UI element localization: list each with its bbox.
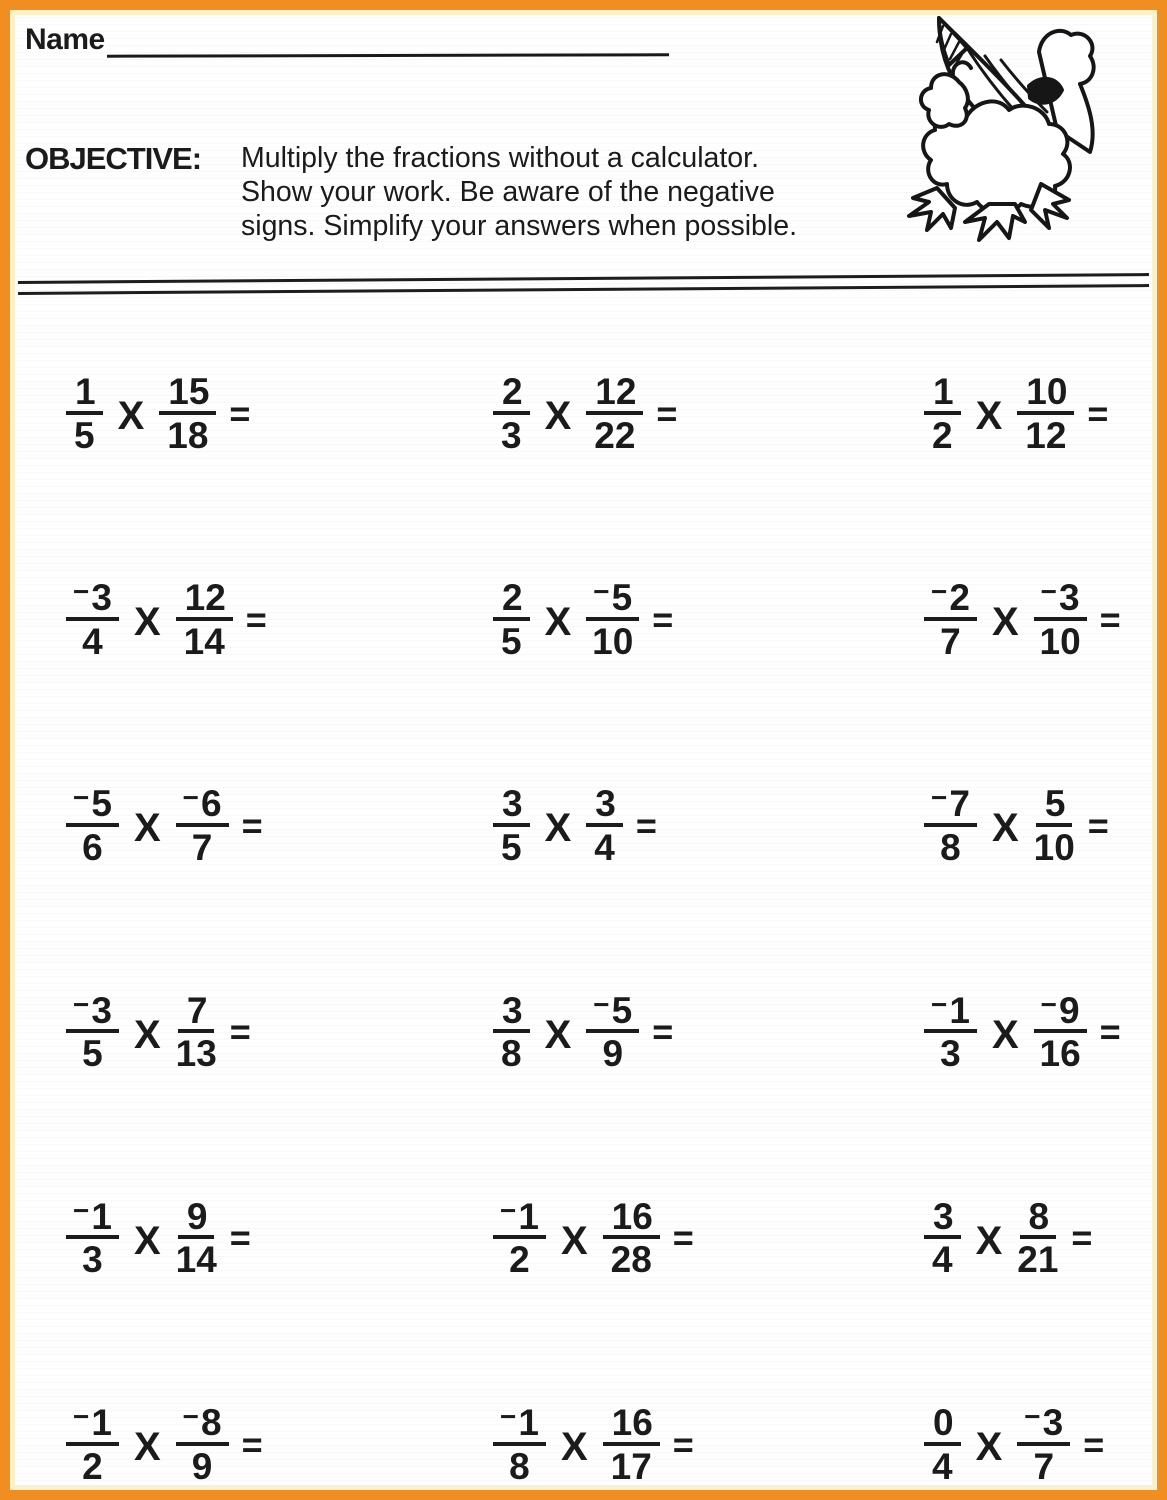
equals-sign: = <box>241 804 261 846</box>
negative-sign: − <box>931 988 948 1020</box>
problem-cell <box>447 1194 884 1281</box>
problem-14 <box>493 1194 884 1281</box>
problem-cell <box>884 1195 1157 1281</box>
bird-tail <box>1031 184 1069 228</box>
equals-sign: = <box>229 1011 249 1053</box>
numerator: 16 <box>603 1408 660 1446</box>
numerator: 5 <box>1036 789 1073 827</box>
equals-sign: = <box>672 1217 692 1259</box>
problem-3 <box>924 371 1157 456</box>
equals-sign: = <box>1071 1217 1091 1259</box>
denominator: 9 <box>191 1445 213 1487</box>
problem-6 <box>924 576 1157 662</box>
second-fraction <box>159 371 216 456</box>
second-fraction <box>176 1400 229 1487</box>
multiplication-sign: X <box>560 1425 588 1470</box>
equals-sign: = <box>1083 1423 1103 1465</box>
equals-sign: = <box>245 598 265 640</box>
numerator: 7 <box>178 996 215 1034</box>
double-rule-divider <box>18 273 1149 295</box>
numerator: − 3 <box>66 996 119 1034</box>
denominator: 2 <box>82 1445 103 1487</box>
problem-cell <box>10 576 447 662</box>
first-fraction <box>924 576 977 662</box>
problem-9 <box>924 782 1157 868</box>
bird-right-foot <box>965 204 1025 240</box>
problem-5 <box>493 576 884 662</box>
first-fraction <box>66 988 119 1075</box>
numerator: − 1 <box>493 1202 546 1240</box>
numerator: − 1 <box>66 1202 119 1240</box>
second-fraction <box>1034 988 1087 1075</box>
problem-cell <box>884 371 1157 456</box>
multiplication-sign: X <box>991 1012 1019 1057</box>
second-fraction <box>1033 783 1075 868</box>
problem-cell <box>884 1400 1157 1487</box>
numerator: − 9 <box>1034 996 1087 1034</box>
first-fraction <box>493 1194 546 1281</box>
denominator: 3 <box>82 1239 103 1281</box>
numerator: 10 <box>1017 377 1074 415</box>
negative-sign: − <box>593 988 610 1020</box>
denominator: 5 <box>501 620 522 662</box>
first-fraction <box>924 782 977 868</box>
numerator: 1 <box>66 377 103 415</box>
problem-cell <box>10 1400 447 1487</box>
negative-sign: − <box>593 576 610 608</box>
second-fraction <box>1017 1195 1059 1281</box>
second-fraction <box>586 783 623 868</box>
numerator: − 3 <box>66 583 119 621</box>
problem-cell <box>10 1194 447 1281</box>
problem-2 <box>493 371 884 456</box>
denominator: 28 <box>610 1239 652 1281</box>
problems-grid <box>10 371 1157 1487</box>
problem-cell <box>447 1400 884 1487</box>
denominator: 10 <box>592 620 634 662</box>
second-fraction <box>175 1195 217 1281</box>
equals-sign: = <box>1087 392 1107 434</box>
numerator: − 8 <box>176 1408 229 1446</box>
denominator: 7 <box>1033 1445 1055 1487</box>
first-fraction <box>66 1400 119 1487</box>
name-blank-line <box>107 21 669 57</box>
numerator: 2 <box>493 583 530 621</box>
numerator: 3 <box>924 1202 961 1240</box>
numerator: − 7 <box>924 789 977 827</box>
denominator: 3 <box>940 1033 961 1075</box>
denominator: 18 <box>167 414 209 456</box>
numerator: − 1 <box>924 996 977 1034</box>
objective-line-1: Multiply the fractions without a calculator. <box>241 142 759 174</box>
numerator: 12 <box>586 377 643 415</box>
problem-13 <box>66 1194 447 1281</box>
denominator: 14 <box>175 1239 217 1281</box>
denominator: 4 <box>932 1239 953 1281</box>
second-fraction <box>586 988 639 1075</box>
denominator: 10 <box>1039 620 1081 662</box>
negative-sign: − <box>1040 576 1057 608</box>
numerator: 1 <box>924 377 961 415</box>
denominator: 21 <box>1017 1239 1059 1281</box>
problem-15 <box>924 1195 1157 1281</box>
denominator: 2 <box>932 414 953 456</box>
second-fraction <box>176 577 233 662</box>
problem-18 <box>924 1400 1157 1487</box>
numerator: − 5 <box>66 789 119 827</box>
numerator: 8 <box>1020 1202 1057 1240</box>
numerator: 0 <box>924 1408 961 1446</box>
numerator: − 5 <box>586 996 639 1034</box>
problem-7 <box>66 782 447 868</box>
negative-sign: − <box>931 576 948 608</box>
negative-sign: − <box>182 1400 199 1432</box>
multiplication-sign: X <box>975 1425 1003 1470</box>
equals-sign: = <box>1087 804 1107 846</box>
problem-cell <box>10 988 447 1075</box>
denominator: 2 <box>509 1239 530 1281</box>
problem-4 <box>66 576 447 662</box>
denominator: 5 <box>501 826 522 868</box>
negative-sign: − <box>73 782 90 814</box>
first-fraction <box>66 576 119 662</box>
multiplication-sign: X <box>544 394 572 439</box>
problem-16 <box>66 1400 447 1487</box>
equals-sign: = <box>229 1217 249 1259</box>
multiplication-sign: X <box>544 1012 572 1057</box>
denominator: 5 <box>74 414 95 456</box>
equals-sign: = <box>652 1011 672 1053</box>
problem-cell <box>884 988 1157 1075</box>
denominator: 22 <box>594 414 636 456</box>
first-fraction <box>66 1194 119 1281</box>
denominator: 4 <box>82 620 103 662</box>
problem-cell <box>884 576 1157 662</box>
denominator: 5 <box>82 1033 103 1075</box>
equals-sign: = <box>1099 598 1119 640</box>
multiplication-sign: X <box>133 1012 161 1057</box>
denominator: 4 <box>594 826 615 868</box>
first-fraction <box>493 371 530 456</box>
name-label: Name <box>25 23 105 56</box>
problem-cell <box>447 371 884 456</box>
second-fraction <box>176 782 229 868</box>
multiplication-sign: X <box>560 1218 588 1263</box>
first-fraction <box>924 988 977 1075</box>
denominator: 9 <box>602 1033 624 1075</box>
first-fraction <box>493 783 530 868</box>
denominator: 8 <box>501 1033 522 1075</box>
second-fraction <box>603 1195 660 1281</box>
numerator: − 1 <box>66 1408 119 1446</box>
multiplication-sign: X <box>544 600 572 645</box>
denominator: 4 <box>932 1445 953 1487</box>
multiplication-sign: X <box>975 394 1003 439</box>
problem-cell <box>10 371 447 456</box>
negative-sign: − <box>182 782 199 814</box>
problem-11 <box>493 988 884 1075</box>
numerator: 12 <box>176 583 233 621</box>
numerator: 9 <box>178 1202 215 1240</box>
second-fraction <box>175 989 217 1075</box>
multiplication-sign: X <box>117 394 145 439</box>
denominator: 7 <box>940 620 961 662</box>
second-fraction <box>603 1401 660 1487</box>
denominator: 3 <box>501 414 522 456</box>
denominator: 16 <box>1039 1033 1081 1075</box>
negative-sign: − <box>73 1194 90 1226</box>
problem-cell <box>10 782 447 868</box>
bird-wing <box>921 74 968 127</box>
problem-cell <box>884 782 1157 868</box>
numerator: − 3 <box>1034 583 1087 621</box>
multiplication-sign: X <box>975 1218 1003 1263</box>
first-fraction <box>66 371 103 456</box>
first-fraction <box>493 989 530 1075</box>
numerator: 3 <box>493 789 530 827</box>
equals-sign: = <box>635 804 655 846</box>
denominator: 12 <box>1025 414 1067 456</box>
negative-sign: − <box>931 782 948 814</box>
multiplication-sign: X <box>133 1425 161 1470</box>
denominator: 14 <box>183 620 225 662</box>
negative-sign: − <box>73 1400 90 1432</box>
objective-text <box>241 141 797 243</box>
multiplication-sign: X <box>133 1218 161 1263</box>
denominator: 8 <box>940 826 961 868</box>
problem-cell <box>447 988 884 1075</box>
negative-sign: − <box>1040 988 1057 1020</box>
equals-sign: = <box>652 598 672 640</box>
negative-sign: − <box>73 576 90 608</box>
problem-cell <box>447 783 884 868</box>
first-fraction <box>924 371 961 456</box>
multiplication-sign: X <box>991 600 1019 645</box>
denominator: 13 <box>175 1033 217 1075</box>
first-fraction <box>924 1195 961 1281</box>
numerator: − 1 <box>493 1408 546 1446</box>
numerator: 2 <box>493 377 530 415</box>
objective-line-3: signs. Simplify your answers when possible. <box>241 210 797 242</box>
denominator: 7 <box>191 826 213 868</box>
multiplication-sign: X <box>544 806 572 851</box>
denominator: 6 <box>82 826 103 868</box>
negative-sign: − <box>73 988 90 1020</box>
denominator: 8 <box>509 1445 530 1487</box>
problem-10 <box>66 988 447 1075</box>
second-fraction <box>586 371 643 456</box>
numerator: 16 <box>603 1202 660 1240</box>
numerator: − 2 <box>924 583 977 621</box>
objective-label: OBJECTIVE: <box>25 141 202 176</box>
numerator: − 5 <box>586 583 639 621</box>
negative-sign: − <box>1024 1400 1041 1432</box>
multiplication-sign: X <box>991 806 1019 851</box>
objective-line-2: Show your work. Be aware of the negative <box>241 176 775 208</box>
denominator: 10 <box>1033 826 1075 868</box>
numerator: 3 <box>493 996 530 1034</box>
second-fraction <box>1034 576 1087 662</box>
problem-1 <box>66 371 447 456</box>
multiplication-sign: X <box>133 600 161 645</box>
problem-17 <box>493 1400 884 1487</box>
negative-sign: − <box>500 1400 517 1432</box>
problem-cell <box>447 576 884 662</box>
numerator: 15 <box>159 377 216 415</box>
numerator: − 3 <box>1017 1408 1070 1446</box>
equals-sign: = <box>672 1423 692 1465</box>
equals-sign: = <box>656 392 676 434</box>
equals-sign: = <box>241 1423 261 1465</box>
first-fraction <box>493 1400 546 1487</box>
first-fraction <box>66 782 119 868</box>
second-fraction <box>586 576 639 662</box>
second-fraction <box>1017 1400 1070 1487</box>
bird-with-pencil-illustration <box>901 12 1101 244</box>
first-fraction <box>493 577 530 662</box>
multiplication-sign: X <box>133 806 161 851</box>
second-fraction <box>1017 371 1074 456</box>
denominator: 17 <box>610 1445 652 1487</box>
equals-sign: = <box>1099 1011 1119 1053</box>
bird-face-shadow <box>1029 79 1062 103</box>
first-fraction <box>924 1401 961 1487</box>
negative-sign: − <box>500 1194 517 1226</box>
numerator: − 6 <box>176 789 229 827</box>
problem-12 <box>924 988 1157 1075</box>
equals-sign: = <box>229 392 249 434</box>
numerator: 3 <box>586 789 623 827</box>
problem-8 <box>493 783 884 868</box>
